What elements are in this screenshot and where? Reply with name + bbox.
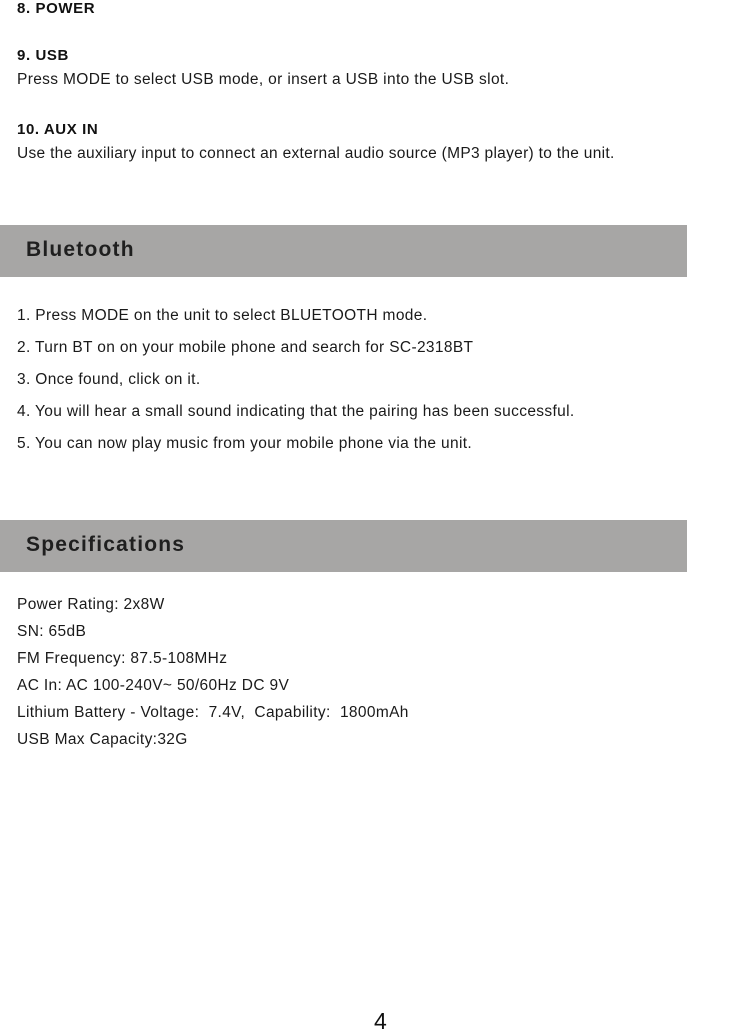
power-heading: 8. POWER bbox=[17, 0, 96, 17]
aux-in-heading: 10. AUX IN bbox=[17, 121, 99, 138]
bluetooth-step: 3. Once found, click on it. bbox=[17, 371, 201, 388]
bluetooth-step: 1. Press MODE on the unit to select BLUETOOTH mode. bbox=[17, 307, 428, 324]
bluetooth-step: 5. You can now play music from your mobile phone via the unit. bbox=[17, 435, 473, 452]
spec-item: AC In: AC 100-240V~ 50/60Hz DC 9V bbox=[17, 677, 290, 694]
bluetooth-step: 2. Turn BT on on your mobile phone and search for SC-2318BT bbox=[17, 339, 474, 356]
spec-item: Power Rating: 2x8W bbox=[17, 596, 165, 613]
spec-item: USB Max Capacity:32G bbox=[17, 731, 188, 748]
aux-in-description: Use the auxiliary input to connect an external audio source (MP3 player) to the unit. bbox=[17, 145, 615, 162]
spec-item: Lithium Battery - Voltage: 7.4V, Capability: 1800mAh bbox=[17, 704, 409, 721]
usb-heading: 9. USB bbox=[17, 47, 69, 64]
bluetooth-title: Bluetooth bbox=[26, 238, 135, 261]
bluetooth-section-header bbox=[0, 225, 687, 277]
usb-description: Press MODE to select USB mode, or insert a USB into the USB slot. bbox=[17, 71, 510, 88]
specifications-title: Specifications bbox=[26, 533, 186, 556]
page-number: 4 bbox=[374, 1008, 387, 1034]
bluetooth-step: 4. You will hear a small sound indicating that the pairing has been successful. bbox=[17, 403, 575, 420]
specifications-section-header bbox=[0, 520, 687, 572]
spec-item: SN: 65dB bbox=[17, 623, 87, 640]
spec-item: FM Frequency: 87.5-108MHz bbox=[17, 650, 228, 667]
